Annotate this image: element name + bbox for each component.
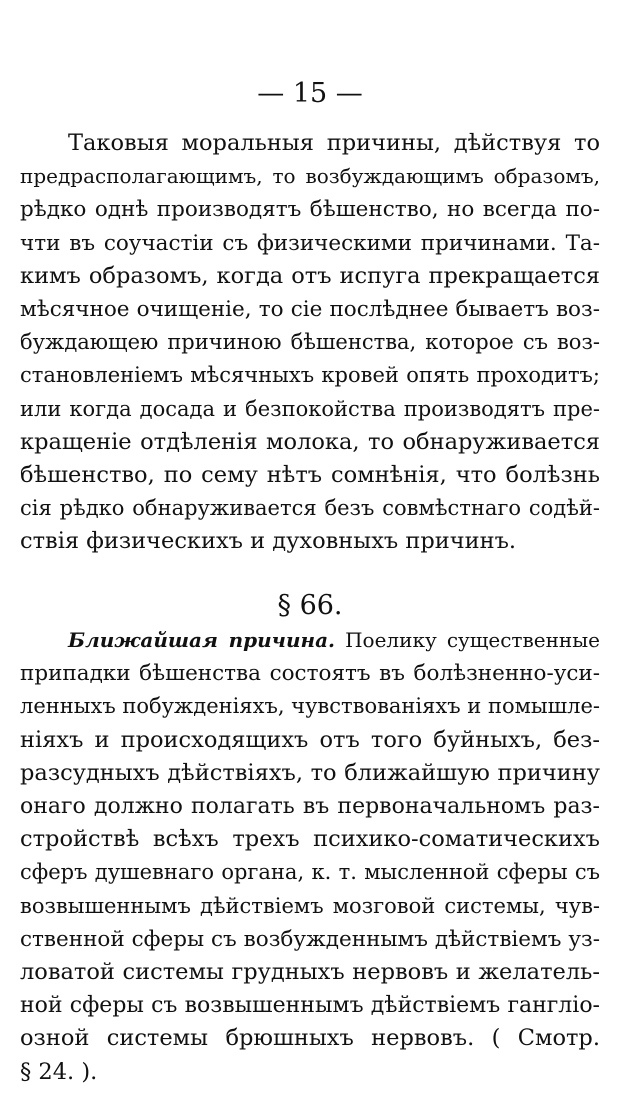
text-line: § 24. ). <box>20 1058 98 1085</box>
text-line: рѣдко однѣ производятъ бѣшенство, но всегда по- <box>20 197 600 223</box>
text-line: ствія физическихъ и духовныхъ причинъ. <box>20 528 517 555</box>
text-line: озной системы брюшныхъ нервовъ. ( Смотр. <box>20 1025 600 1052</box>
text-line: ленныхъ побужденіяхъ, чувствованіяхъ и помышле- <box>20 694 601 719</box>
text-line: буждающею причиною бѣшенства, которое съ воз- <box>20 330 600 355</box>
paragraph-proximate-cause <box>20 624 600 1089</box>
text-line: ной сферы съ возвышеннымъ дѣйствіемъ гангліо- <box>20 993 600 1019</box>
text-line: ніяхъ и происходящихъ отъ того буйныхъ, без- <box>20 726 600 753</box>
text-line-first <box>20 624 600 657</box>
section-heading: § 66. <box>277 590 343 621</box>
first-line-rest: Поелику существенные <box>335 628 600 652</box>
text-line: ловатой системы грудныхъ нервовъ и желатель- <box>20 959 600 986</box>
text-line: сія рѣдко обнаруживается безъ совмѣстнаго содѣй- <box>20 496 600 521</box>
text-line: стройствѣ всѣхъ трехъ психико-соматическихъ <box>20 826 600 853</box>
page-number: — 15 — <box>257 78 363 109</box>
text-line: припадки бѣшенства состоятъ въ болѣзненно-уси- <box>20 661 600 687</box>
text-line: предрасполагающимъ, то возбуждающимъ образомъ, <box>20 164 600 189</box>
paragraph-moral-causes <box>20 127 600 559</box>
text-line: становленіемъ мѣсячныхъ кровей опять проходитъ; <box>20 363 600 388</box>
text-line: или когда досада и безпокойства производятъ пре- <box>20 396 600 421</box>
text-line: ственной сферы съ возбужденнымъ дѣйствіемъ уз- <box>20 926 600 952</box>
text-line: бѣшенство, по сему нѣтъ сомнѣнія, что болѣзнь <box>20 462 600 489</box>
text-line: Таковыя моральныя причины, дѣйствуя то <box>68 130 600 156</box>
text-line: сферъ душевнаго органа, к. т. мысленной сферы съ <box>20 860 600 885</box>
text-line: разсудныхъ дѣйствіяхъ, то ближайшую причину <box>20 759 600 786</box>
text-line: мѣсячное очищеніе, то сіе послѣднее бываетъ воз- <box>20 297 600 323</box>
lead-italic-heading: Ближайшая причина. <box>68 628 336 652</box>
text-line: кимъ образомъ, когда отъ испуга прекращается <box>20 262 600 289</box>
text-line: кращеніе отдѣленія молока, то обнаруживается <box>20 428 600 455</box>
text-line: онаго должно полагать въ первоначальномъ раз- <box>20 794 600 820</box>
text-line: чти въ соучастіи съ физическими причинами. Та- <box>20 230 600 256</box>
text-line: возвышеннымъ дѣйствіемъ мозговой системы, чув- <box>20 893 600 918</box>
